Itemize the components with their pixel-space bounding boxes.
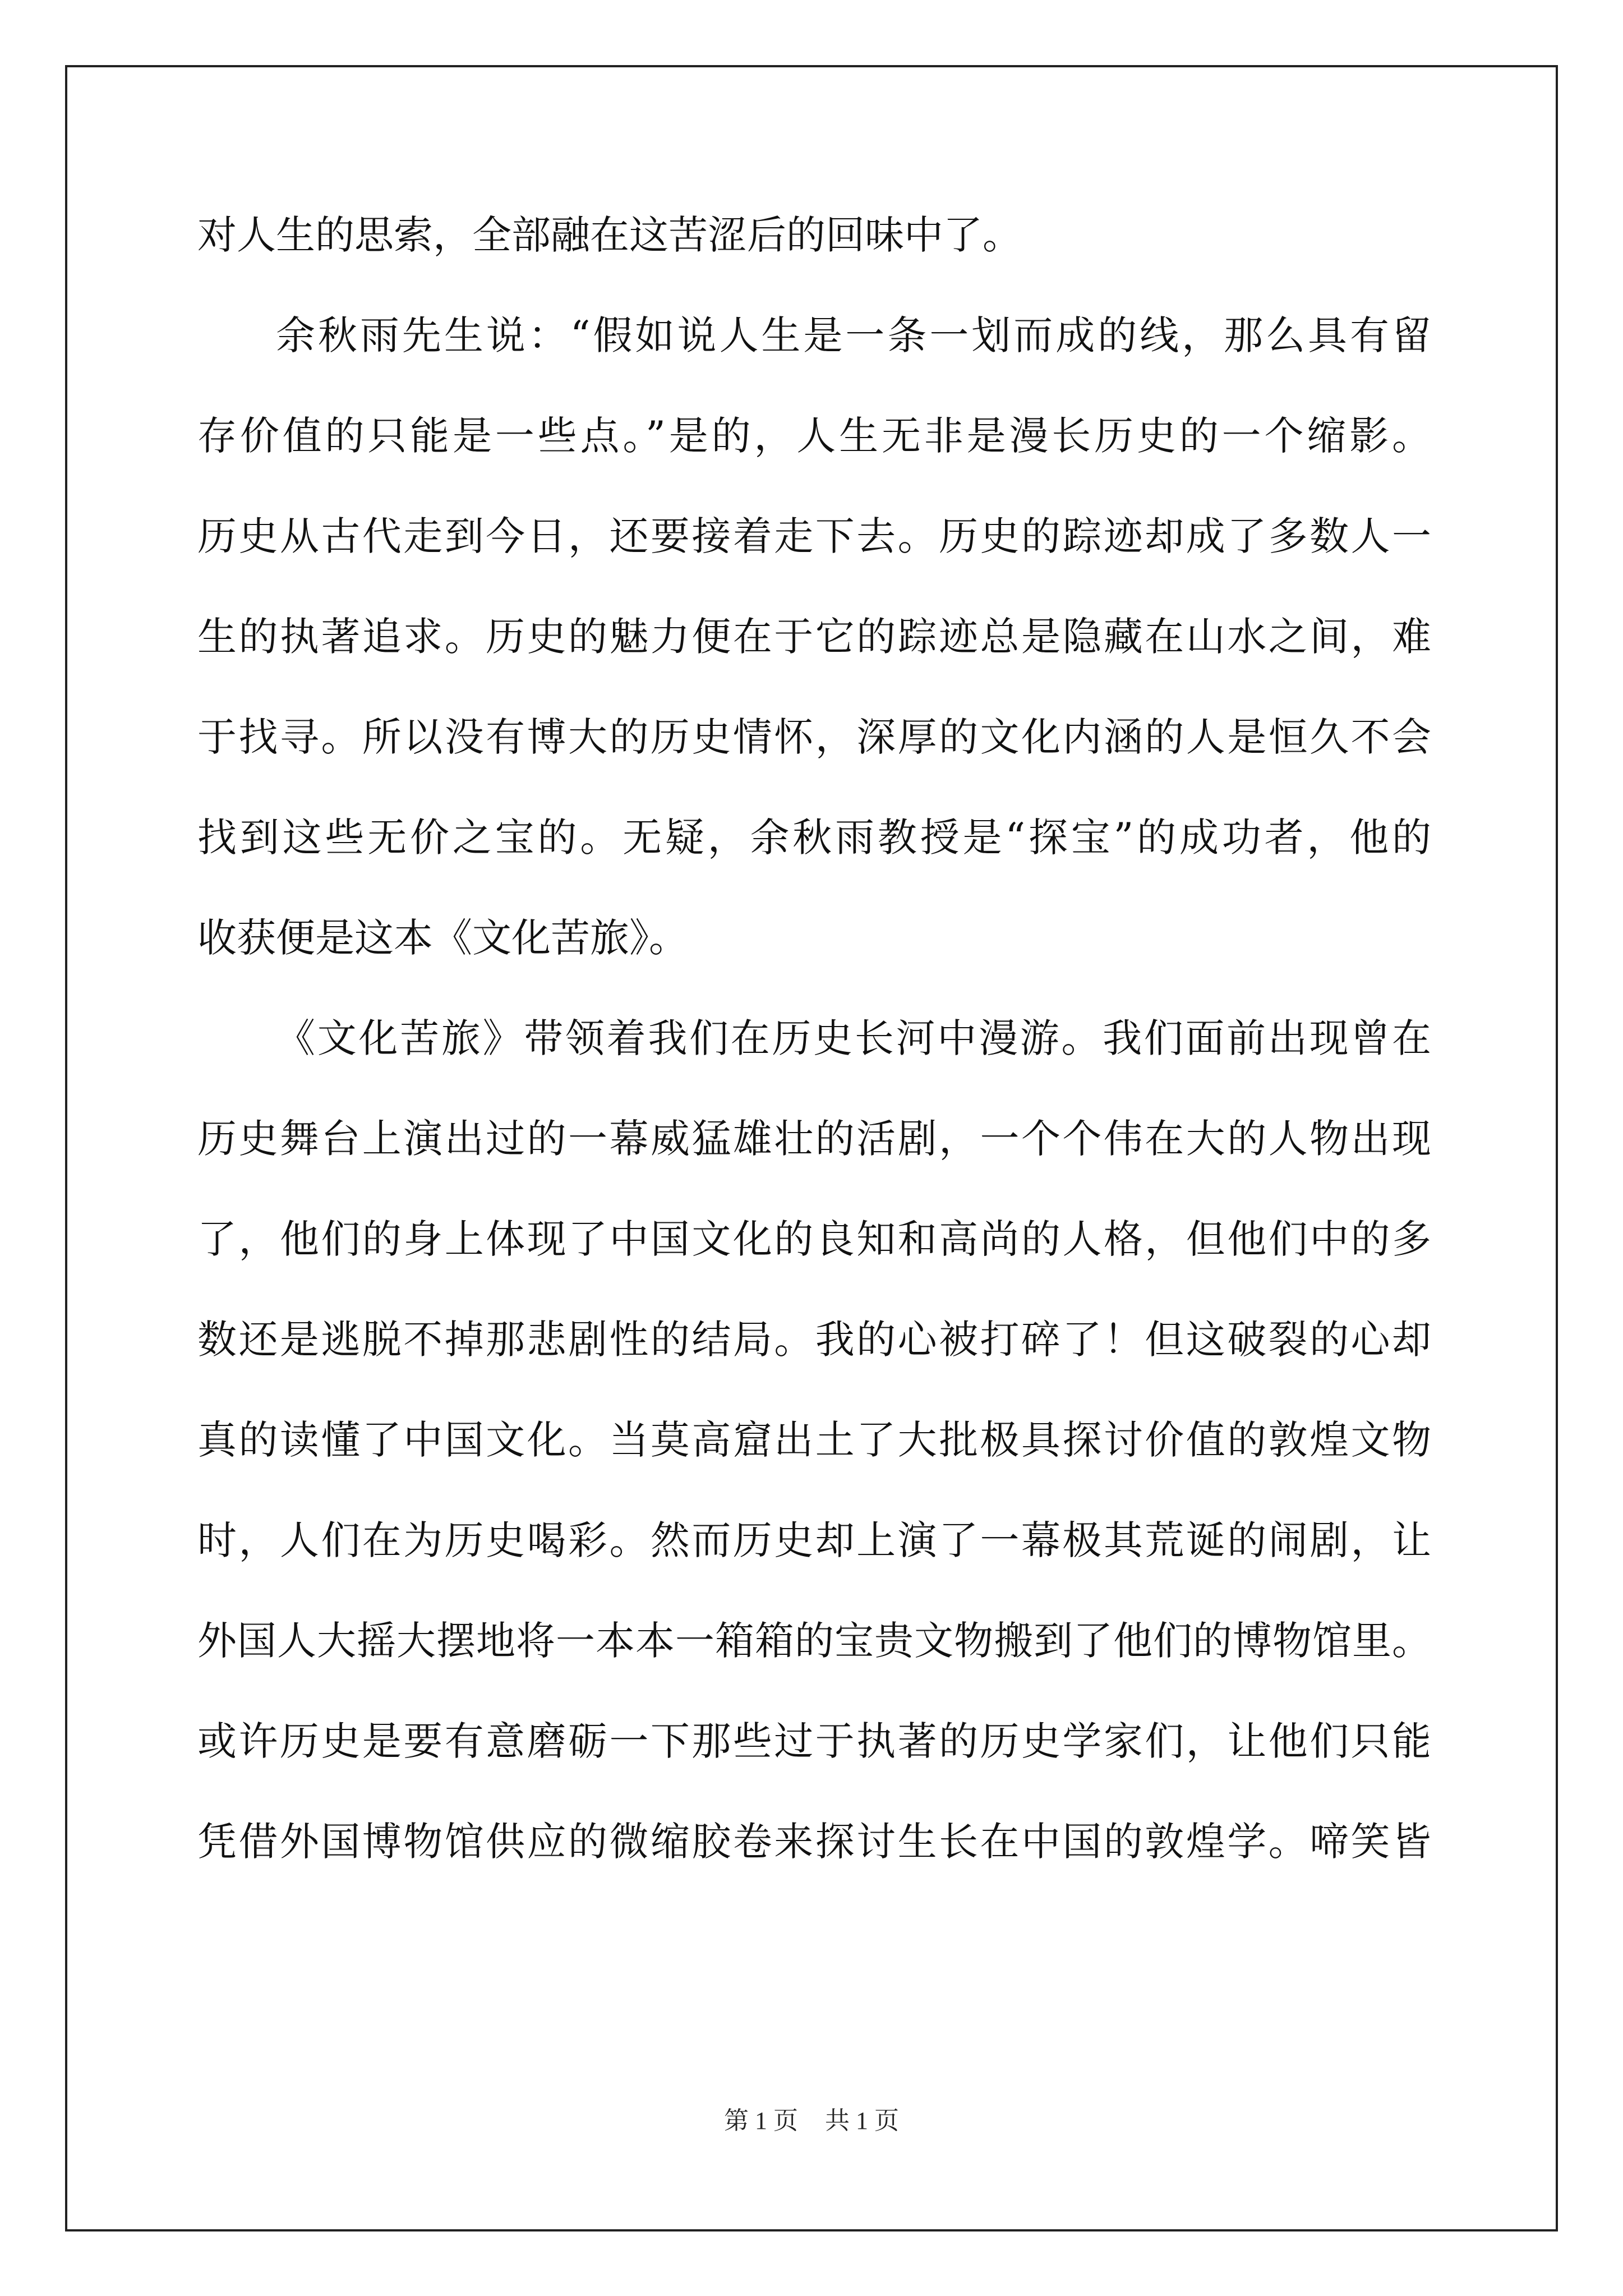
text-line: 生的执著追求。历史的魅力便在于它的踪迹总是隐藏在山水之间，难 bbox=[197, 614, 1431, 660]
text-line: 存价值的只能是一些点。”是的，人生无非是漫长历史的一个缩影。 bbox=[197, 413, 1431, 459]
text-line: 了，他们的身上体现了中国文化的良知和高尚的人格，但他们中的多 bbox=[197, 1216, 1431, 1262]
text-line: 收获便是这本《文化苦旅》。 bbox=[197, 915, 688, 961]
text-line: 数还是逃脱不掉那悲剧性的结局。我的心被打碎了！但这破裂的心却 bbox=[197, 1317, 1431, 1363]
text-line: 凭借外国博物馆供应的微缩胶卷来探讨生长在中国的敦煌学。啼笑皆 bbox=[197, 1819, 1431, 1865]
page-footer bbox=[0, 2105, 1623, 2137]
text-line: 历史从古代走到今日，还要接着走下去。历史的踪迹却成了多数人一 bbox=[197, 513, 1431, 559]
text-line: 于找寻。所以没有博大的历史情怀，深厚的文化内涵的人是恒久不会 bbox=[197, 714, 1431, 760]
text-line: 历史舞台上演出过的一幕威猛雄壮的活剧，一个个伟在大的人物出现 bbox=[197, 1116, 1431, 1162]
text-line: 或许历史是要有意磨砺一下那些过于执著的历史学家们，让他们只能 bbox=[197, 1718, 1431, 1764]
page-number: 第 1 页 bbox=[724, 2107, 798, 2134]
text-line: 外国人大摇大摆地将一本本一箱箱的宝贵文物搬到了他们的博物馆里。 bbox=[197, 1618, 1431, 1664]
text-line: 找到这些无价之宝的。无疑，余秋雨教授是“探宝”的成功者，他的 bbox=[197, 815, 1431, 861]
text-line: 真的读懂了中国文化。当莫高窟出土了大批极具探讨价值的敦煌文物 bbox=[197, 1417, 1431, 1463]
page-total: 共 1 页 bbox=[825, 2107, 899, 2134]
text-line: 对人生的思索，全部融在这苦涩后的回味中了。 bbox=[197, 212, 1022, 258]
paragraph-start-line: 余秋雨先生说：“假如说人生是一条一划而成的线，那么具有留 bbox=[276, 312, 1431, 358]
paragraph-start-line: 《文化苦旅》带领着我们在历史长河中漫游。我们面前出现曾在 bbox=[276, 1015, 1431, 1061]
text-line: 时，人们在为历史喝彩。然而历史却上演了一幕极其荒诞的闹剧，让 bbox=[197, 1517, 1431, 1563]
document-body bbox=[197, 209, 1431, 1916]
